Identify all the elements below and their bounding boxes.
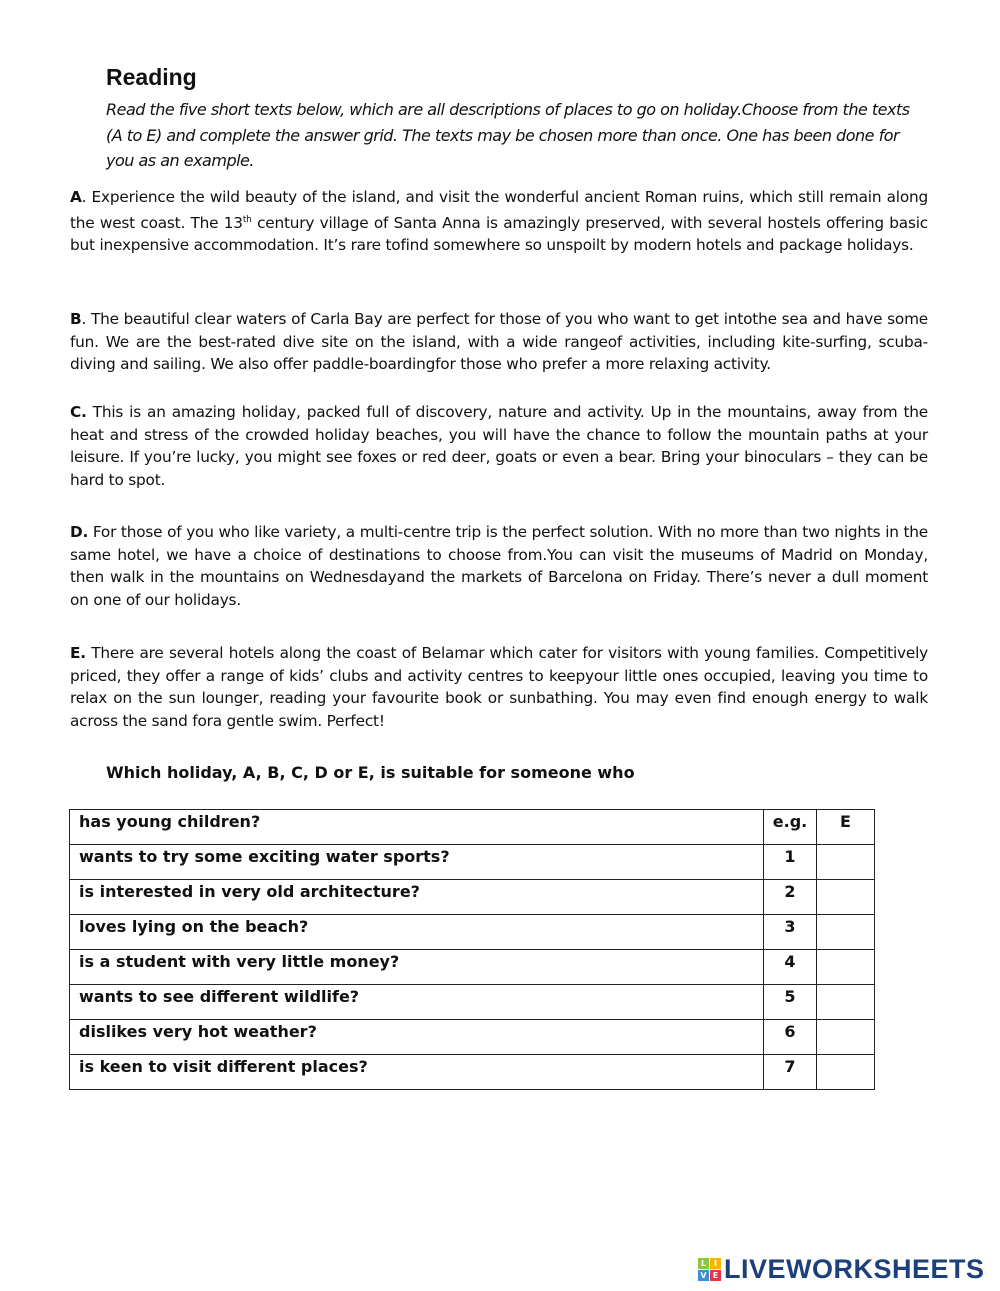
number-cell: 5: [764, 985, 817, 1020]
table-row: [70, 915, 875, 950]
text-body: This is an amazing holiday, packed full of discovery, nature and activity. Up in the mountains, away from the heat and stress of the crowded holiday beaches, you will have the chance to follow the mountain paths at your leisure. If you’re lucky, you might see foxes or red deer, goats or even a bear. Bring your binoculars – they can be hard to spot.: [70, 403, 928, 489]
instructions: Read the five short texts below, which are all descriptions of places to go on holiday.Choose from the texts (A to E) and complete the answer grid. The texts may be chosen more than once. One has been done for you as an example.: [106, 100, 910, 170]
liveworksheets-logo: [698, 1254, 985, 1285]
text-body: There are several hotels along the coast of Belamar which cater for visitors with young families. Competitively priced, they offer a range of kids’ clubs and activity centres to keepyour little ones occupied, leaving you time to relax on the sun lounger, reading your favourite book or sunbathing. You may even find enough energy to walk across the sand fora gentle swim. Perfect!: [70, 644, 928, 730]
text-b: [70, 308, 928, 376]
number-cell: 3: [764, 915, 817, 950]
table-row: [70, 845, 875, 880]
answer-field[interactable]: [817, 845, 875, 880]
answer-field[interactable]: [817, 1055, 875, 1090]
superscript: th: [242, 214, 252, 225]
table-row: [70, 985, 875, 1020]
text-letter: A: [70, 188, 82, 206]
text-letter: B: [70, 310, 82, 328]
text-letter: D.: [70, 523, 89, 541]
text-body: For those of you who like variety, a multi-centre trip is the perfect solution. With no more than two nights in the same hotel, we have a choice of destinations to choose from.You can visit the museums of Madrid on Monday, then walk in the mountains on Wednesdayand the markets of Barcelona on Friday. There’s never a dull moment on one of our holidays.: [70, 523, 928, 609]
question-cell: dislikes very hot weather?: [70, 1020, 764, 1055]
answer-field[interactable]: [817, 1020, 875, 1055]
table-row: [70, 950, 875, 985]
number-cell: 6: [764, 1020, 817, 1055]
logo-cube: I: [710, 1258, 721, 1269]
logo-cube: E: [710, 1270, 721, 1281]
question-cell: wants to try some exciting water sports?: [70, 845, 764, 880]
number-cell: 7: [764, 1055, 817, 1090]
answer-field[interactable]: [817, 915, 875, 950]
text-a: [70, 186, 928, 257]
table-row: [70, 1020, 875, 1055]
question-cell: is keen to visit different places?: [70, 1055, 764, 1090]
answer-field[interactable]: [817, 950, 875, 985]
question-cell: wants to see different wildlife?: [70, 985, 764, 1020]
text-c: [70, 401, 928, 491]
text-body: century village of Santa Anna is amazingly preserved, with several hostels offering basic but inexpensive accommodation. It’s rare tofind somewhere so unspoilt by modern hotels and package holidays.: [70, 213, 928, 255]
number-cell: 4: [764, 950, 817, 985]
page-title: Reading: [106, 64, 197, 90]
logo-cubes-icon: [698, 1258, 721, 1281]
answer-field[interactable]: [817, 880, 875, 915]
text-body: . Experience the wild beauty of the island, and visit the wonderful ancient Roman ruins, which still remain along the west coast. The 13: [70, 188, 928, 232]
text-d: [70, 521, 928, 611]
table-row: [70, 810, 875, 845]
text-letter: C.: [70, 403, 87, 421]
answer-field[interactable]: [817, 985, 875, 1020]
question-cell: is a student with very little money?: [70, 950, 764, 985]
logo-cube: V: [698, 1270, 709, 1281]
number-cell: 2: [764, 880, 817, 915]
text-body: . The beautiful clear waters of Carla Bay are perfect for those of you who want to get intothe sea and have some fun. We are the best-rated dive site on the island, with a wide rangeof activities, including kite-surfing, scuba-diving and sailing. We also offer paddle-boardingfor those who prefer a more relaxing activity.: [70, 310, 928, 373]
number-cell: 1: [764, 845, 817, 880]
question-cell: is interested in very old architecture?: [70, 880, 764, 915]
logo-cube: L: [698, 1258, 709, 1269]
text-letter: E.: [70, 644, 86, 662]
logo-text: LIVEWORKSHEETS: [724, 1254, 985, 1284]
table-row: [70, 1055, 875, 1090]
answer-field: E: [817, 810, 875, 845]
number-cell: e.g.: [764, 810, 817, 845]
table-row: [70, 880, 875, 915]
question-cell: has young children?: [70, 810, 764, 845]
answer-grid: [69, 809, 875, 1090]
question-cell: loves lying on the beach?: [70, 915, 764, 950]
text-e: [70, 642, 928, 732]
question-prompt: Which holiday, A, B, C, D or E, is suitable for someone who: [106, 763, 635, 782]
